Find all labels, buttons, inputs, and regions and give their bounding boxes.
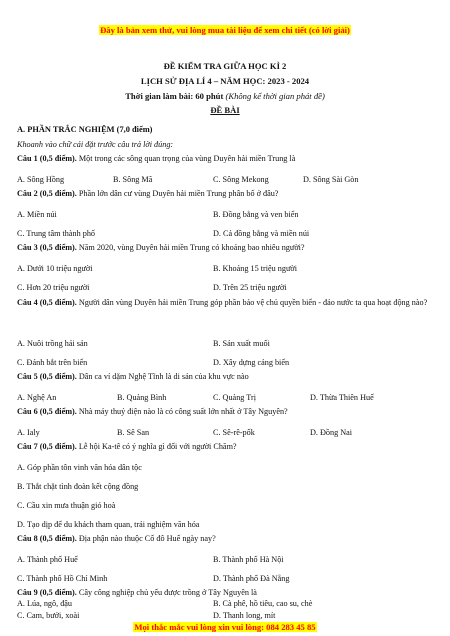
q6-option-b: B. Sê San [117,428,150,437]
q7-option-d: D. Tạo dịp để du khách tham quan, trải nghiệm văn hóa [17,520,200,529]
q2-option-c: C. Trung tâm thành phố [17,229,96,238]
exam-time-label: Thời gian làm bài: 60 phút [125,91,224,101]
q9-option-d: D. Thanh long, mít [213,611,276,620]
question-text: Người dân vùng Duyên hải miền Trung góp phần bảo vệ chủ quyền biển - đảo nước ta qua hoạt động nào? [78,298,428,307]
section-a-title: A. PHẦN TRẮC NGHIỆM (7,0 điểm) [17,125,153,134]
question-8 [17,530,433,549]
q4-option-d: D. Xây dựng cảng biển [213,358,290,367]
q8-option-d: D. Thành phố Đà Nẵng [213,574,290,583]
q5-option-b: B. Quảng Bình [117,393,167,402]
q9-option-a: A. Lúa, ngô, đậu [17,599,73,608]
question-number: Câu 5 (0,5 điểm). [17,372,77,381]
q4-option-a: A. Nuôi trồng hải sản [17,339,88,348]
question-text: Một trong các sông quan trọng của vùng Duyên hải miền Trung là [78,154,296,163]
q5-option-a: A. Nghệ An [17,393,57,402]
contact-banner [0,622,450,632]
q6-option-a: A. Ialy [17,428,40,437]
question-3 [17,239,433,258]
q4-option-c: C. Đánh bắt trên biển [17,358,88,367]
exam-subject: LỊCH SỬ ĐỊA LÍ 4 – NĂM HỌC: 2023 - 2024 [140,76,310,86]
preview-notice-text: Đây là bản xem thử, vui lòng mua tài liệu để xem chi tiết (có lời giải) [100,25,350,35]
exam-time-note: (Không kể thời gian phát đề) [225,91,325,101]
question-number: Câu 2 (0,5 điểm). [17,189,77,198]
question-6 [17,403,433,422]
question-text: Nhà máy thuỷ điện nào là có công suất lớn nhất ở Tây Nguyên? [78,407,288,416]
question-7 [17,438,433,457]
q6-option-d: D. Đồng Nai [310,428,353,437]
q7-option-b: B. Thắt chặt tình đoàn kết cộng đồng [17,482,139,491]
q1-option-c: C. Sông Mekong [213,175,269,184]
q4-option-b: B. Sản xuất muối [213,339,270,348]
q3-option-a: A. Dưới 10 triệu người [17,264,93,273]
contact-text: Mọi thắc mắc vui lòng xin vui lòng: 084 283 45 85 [134,622,316,632]
exam-time [0,91,450,101]
q3-option-d: D. Trên 25 triệu người [213,283,287,292]
q9-option-c: C. Cam, bưởi, xoài [17,611,80,620]
q3-option-b: B. Khoảng 15 triệu người [213,264,298,273]
q9-option-b: B. Cà phê, hồ tiêu, cao su, chè [213,599,313,608]
q7-option-c: C. Cầu xin mưa thuận gió hoà [17,501,116,510]
question-2 [17,185,433,204]
q7-option-a: A. Góp phần tôn vinh văn hóa dân tộc [17,463,142,472]
question-text: Năm 2020, vùng Duyên hải miền Trung có khoảng bao nhiêu người? [78,243,305,252]
question-number: Câu 3 (0,5 điểm). [17,243,77,252]
q1-option-a: A. Sông Hồng [17,175,65,184]
exam-label: ĐỀ BÀI [210,105,240,115]
q5-option-c: C. Quảng Trị [213,393,256,402]
question-number: Câu 4 (0,5 điểm). [17,298,77,307]
question-text: Lễ hội Ka-tê có ý nghĩa gì đối với người Chăm? [78,442,237,451]
question-number: Câu 1 (0,5 điểm). [17,154,77,163]
question-9 [17,587,433,598]
question-number: Câu 6 (0,5 điểm). [17,407,77,416]
preview-notice-banner [0,25,450,35]
question-5 [17,368,433,387]
question-number: Câu 7 (0,5 điểm). [17,442,77,451]
q2-option-b: B. Đồng bằng và ven biển [213,210,299,219]
section-a-instruction: Khoanh vào chữ cái đặt trước câu trả lời đúng: [17,140,174,149]
q8-option-b: B. Thành phố Hà Nội [213,555,284,564]
question-4 [17,294,433,313]
question-text: Phần lớn dân cư vùng Duyên hải miền Trung phân bố ở đâu? [78,189,279,198]
exam-title: ĐỀ KIỂM TRA GIỮA HỌC KÌ 2 [163,61,287,71]
q2-option-a: A. Miền núi [17,210,57,219]
q3-option-c: C. Hơn 20 triệu người [17,283,90,292]
question-text: Dân ca ví dặm Nghệ Tĩnh là di sản của khu vực nào [78,372,249,381]
q1-option-d: D. Sông Sài Gòn [303,175,359,184]
q2-option-d: D. Cả đồng bằng và miền núi [213,229,310,238]
question-text: Cây công nghiệp chủ yếu được trồng ở Tây Nguyên là [78,588,257,597]
question-number: Câu 8 (0,5 điểm). [17,534,77,543]
q1-option-b: B. Sông Mã [113,175,153,184]
q8-option-c: C. Thành phố Hồ Chí Minh [17,574,108,583]
question-number: Câu 9 (0,5 điểm). [17,588,77,597]
q8-option-a: A. Thành phố Huế [17,555,78,564]
question-1 [17,150,433,169]
q6-option-c: C. Sê-rê-pốk [213,428,255,437]
q5-option-d: D. Thừa Thiên Huế [310,393,374,402]
question-text: Địa phận nào thuộc Cố đô Huế ngày nay? [78,534,216,543]
